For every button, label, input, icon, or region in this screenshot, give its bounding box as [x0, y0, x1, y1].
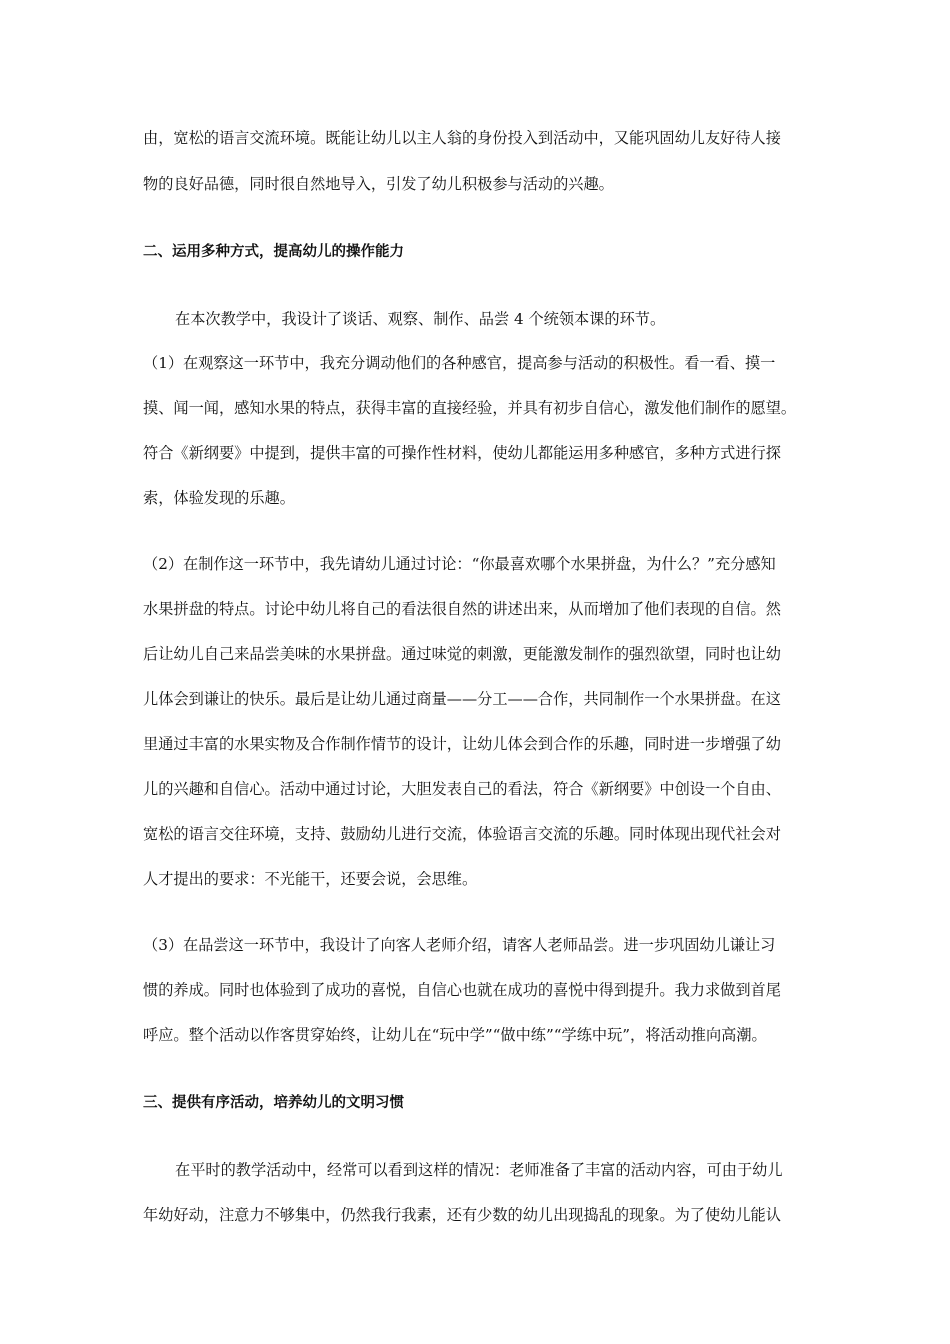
paragraph-line: 人才提出的要求：不光能干，还要会说，会思维。	[143, 870, 478, 888]
paragraph-line: （2）在制作这一环节中，我先请幼儿通过讨论：“你最喜欢哪个水果拼盘，为什么？”充分感知	[143, 555, 776, 573]
paragraph-line: 物的良好品德，同时很自然地导入，引发了幼儿积极参与活动的兴趣。	[143, 175, 614, 193]
paragraph-line: 里通过丰富的水果实物及合作制作情节的设计，让幼儿体会到合作的乐趣，同时进一步增强了幼	[143, 735, 781, 753]
paragraph-line: 儿的兴趣和自信心。活动中通过讨论，大胆发表自己的看法，符合《新纲要》中创设一个自由、	[143, 780, 781, 798]
paragraph-line: 水果拼盘的特点。讨论中幼儿将自己的看法很自然的讲述出来，从而增加了他们表现的自信。然	[143, 600, 781, 618]
paragraph-line: （1）在观察这一环节中，我充分调动他们的各种感官，提高参与活动的积极性。看一看、摸一	[143, 354, 776, 372]
paragraph-line: 年幼好动，注意力不够集中，仍然我行我素，还有少数的幼儿出现捣乱的现象。为了使幼儿能认	[143, 1206, 781, 1224]
paragraph-line: 索，体验发现的乐趣。	[143, 489, 295, 507]
paragraph-line: 儿体会到谦让的快乐。最后是让幼儿通过商量——分工——合作，共同制作一个水果拼盘。在这	[143, 690, 781, 708]
paragraph-line: 后让幼儿自己来品尝美味的水果拼盘。通过味觉的刺激，更能激发制作的强烈欲望，同时也让幼	[143, 645, 781, 663]
paragraph-line: 呼应。整个活动以作客贯穿始终，让幼儿在“玩中学”“做中练”“学练中玩”，将活动推向高潮。	[143, 1026, 767, 1044]
paragraph-line: 摸、闻一闻，感知水果的特点，获得丰富的直接经验，并具有初步自信心，激发他们制作的愿望。	[143, 399, 797, 417]
paragraph-line: 由，宽松的语言交流环境。既能让幼儿以主人翁的身份投入到活动中，又能巩固幼儿友好待人接	[143, 129, 781, 147]
paragraph-line: 符合《新纲要》中提到，提供丰富的可操作性材料，使幼儿都能运用多种感官，多种方式进行探	[143, 444, 781, 462]
paragraph-line: 在本次教学中，我设计了谈话、观察、制作、品尝 4 个统领本课的环节。	[175, 310, 666, 328]
paragraph-line: 在平时的教学活动中，经常可以看到这样的情况：老师准备了丰富的活动内容，可由于幼儿	[175, 1161, 783, 1179]
section-heading: 三、提供有序活动，培养幼儿的文明习惯	[143, 1095, 404, 1111]
paragraph-line: 惯的养成。同时也体验到了成功的喜悦，自信心也就在成功的喜悦中得到提升。我力求做到首尾	[143, 981, 781, 999]
paragraph-line: （3）在品尝这一环节中，我设计了向客人老师介绍，请客人老师品尝。进一步巩固幼儿谦让习	[143, 936, 776, 954]
paragraph-line: 宽松的语言交往环境，支持、鼓励幼儿进行交流，体验语言交流的乐趣。同时体现出现代社会对	[143, 825, 781, 843]
section-heading: 二、运用多种方式，提高幼儿的操作能力	[143, 244, 404, 260]
